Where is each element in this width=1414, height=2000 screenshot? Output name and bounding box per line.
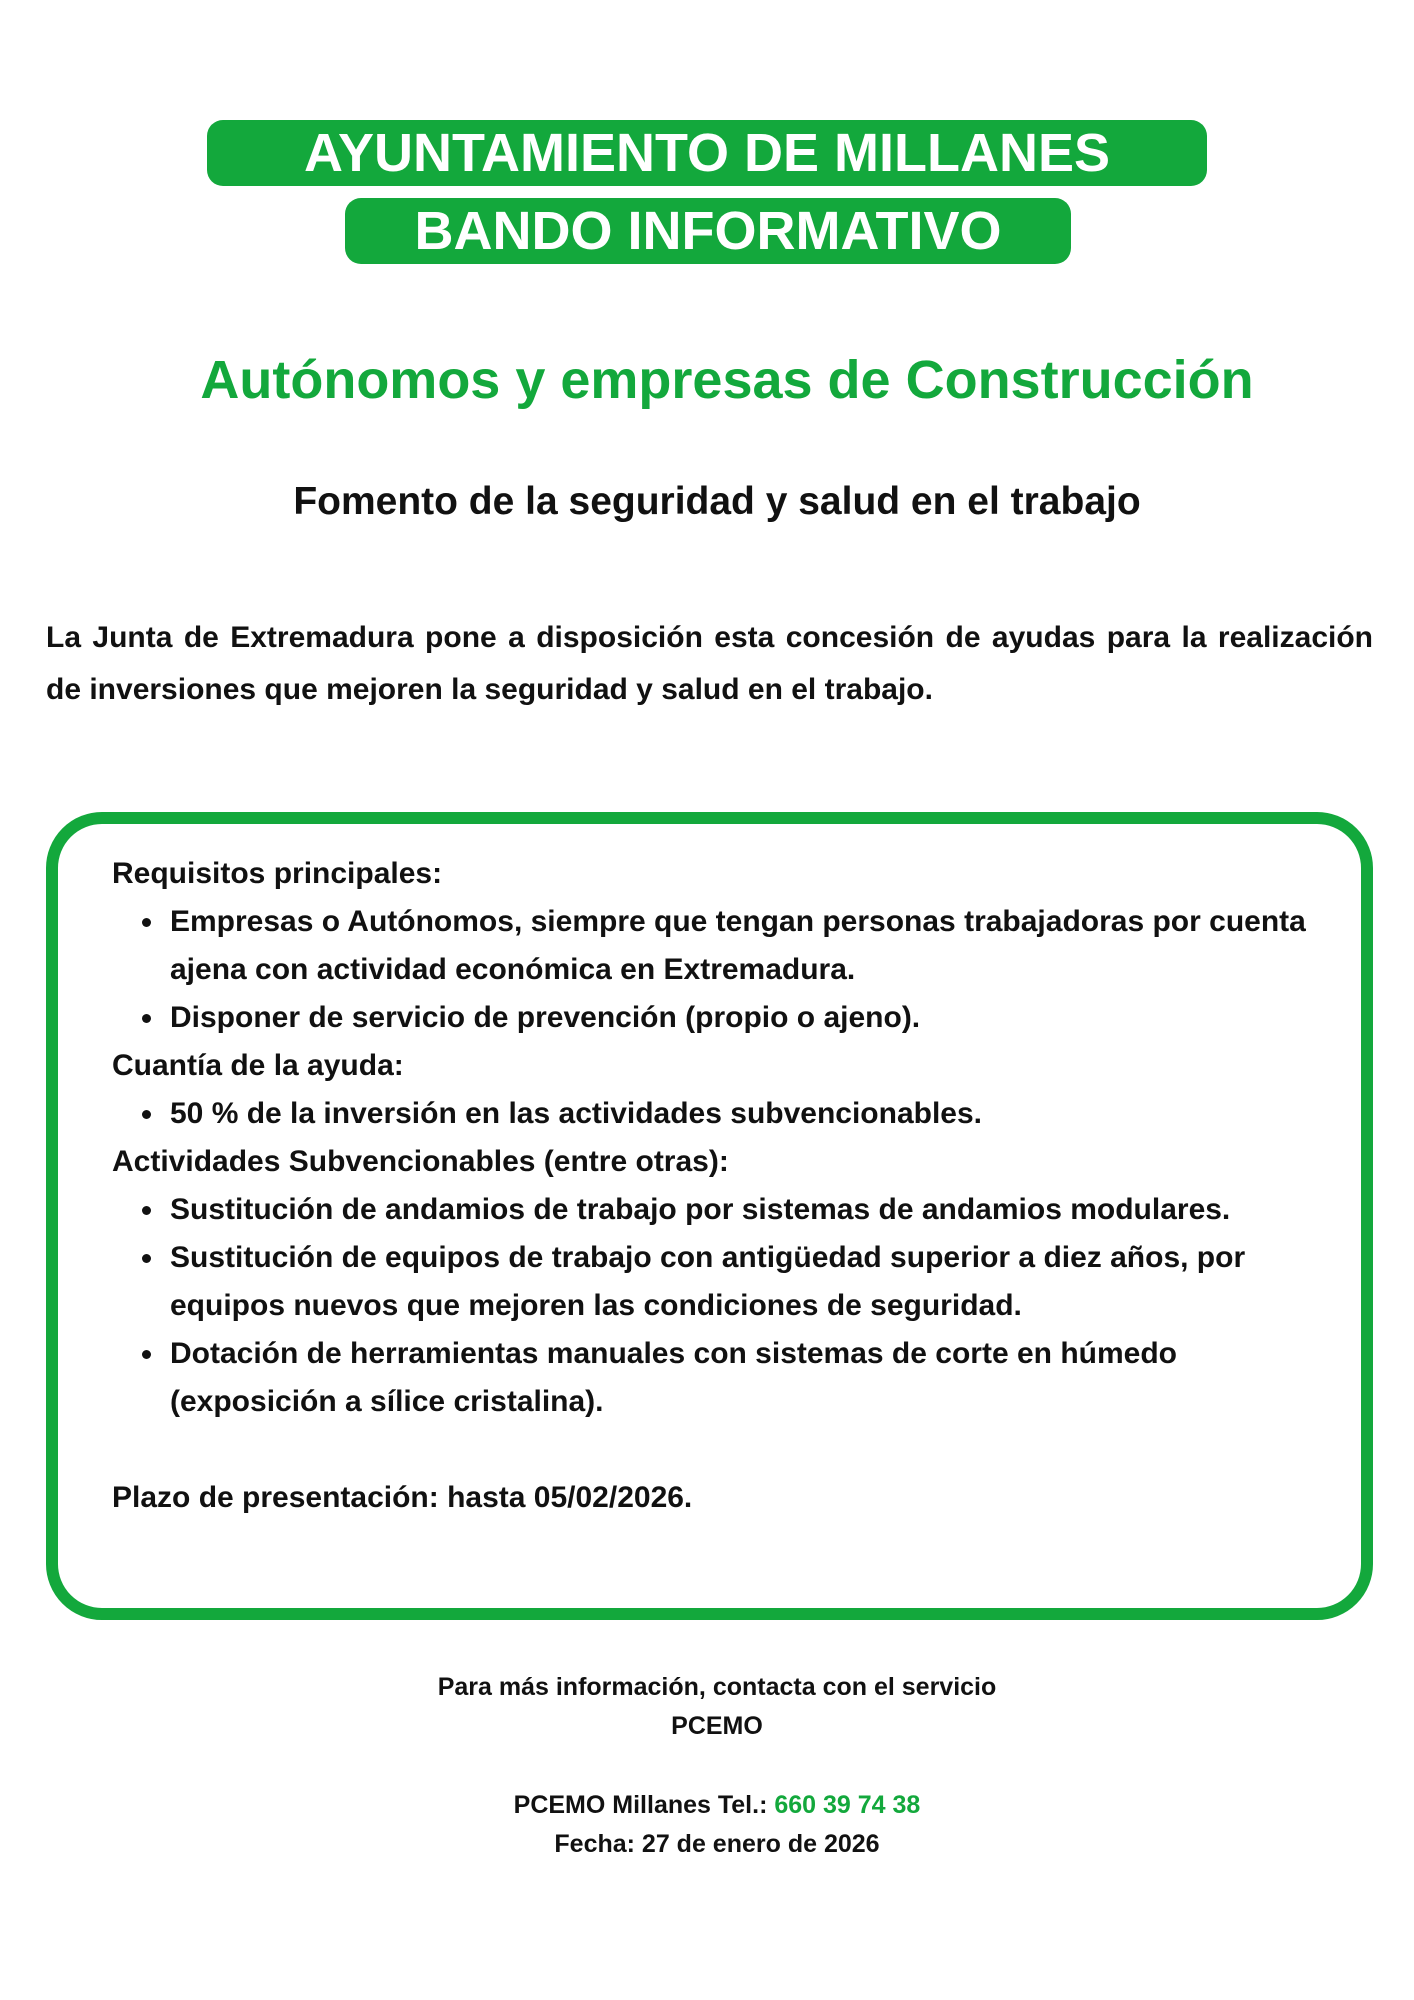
requirements-heading: Requisitos principales: xyxy=(112,857,443,890)
header-title-line2 xyxy=(345,198,1071,270)
list-item: Sustitución de andamios de trabajo por sistemas de andamios modulares. xyxy=(112,1186,1347,1234)
intro-paragraph: La Junta de Extremadura pone a disposición esta concesión de ayudas para la realización de inversiones que mejoren la seguridad y salud en el trabajo. xyxy=(46,621,1373,706)
footer xyxy=(0,1668,1414,1864)
requirements-list xyxy=(112,898,1347,1042)
footer-contact xyxy=(20,1786,1414,1825)
header-line1-pill: AYUNTAMIENTO DE MILLANES xyxy=(207,120,1207,186)
list-item: Dotación de herramientas manuales con sistemas de corte en húmedo (exposición a sílice cristalina). xyxy=(112,1330,1347,1426)
footer-date: Fecha: 27 de enero de 2026 xyxy=(554,1830,880,1858)
phone-number[interactable]: 660 39 74 38 xyxy=(774,1791,921,1819)
footer-service: PCEMO xyxy=(671,1712,763,1740)
list-item: 50 % de la inversión en las actividades subvencionables. xyxy=(112,1090,1347,1138)
page-title: Autónomos y empresas de Construcción xyxy=(200,350,1254,410)
activities-heading: Actividades Subvencionables (entre otras): xyxy=(112,1145,729,1178)
amount-list xyxy=(112,1090,1347,1138)
header-line2-pill: BANDO INFORMATIVO xyxy=(345,198,1071,264)
phone-label: PCEMO Millanes Tel.: xyxy=(513,1791,768,1819)
list-item: Empresas o Autónomos, siempre que tengan personas trabajadoras por cuenta ajena con actividad económica en Extremadura. xyxy=(112,898,1347,994)
header-title-line1 xyxy=(207,120,1207,192)
page-subtitle: Fomento de la seguridad y salud en el trabajo xyxy=(293,480,1141,523)
amount-heading: Cuantía de la ayuda: xyxy=(112,1049,404,1082)
list-item: Disponer de servicio de prevención (propio o ajeno). xyxy=(112,994,1347,1042)
info-box-content xyxy=(112,850,1347,1522)
activities-list xyxy=(112,1186,1347,1426)
list-item: Sustitución de equipos de trabajo con antigüedad superior a diez años, por equipos nuevos que mejoren las condiciones de seguridad. xyxy=(112,1234,1347,1330)
footer-info-line: Para más información, contacta con el servicio xyxy=(437,1673,997,1701)
deadline-text: Plazo de presentación: hasta 05/02/2026. xyxy=(112,1481,693,1514)
